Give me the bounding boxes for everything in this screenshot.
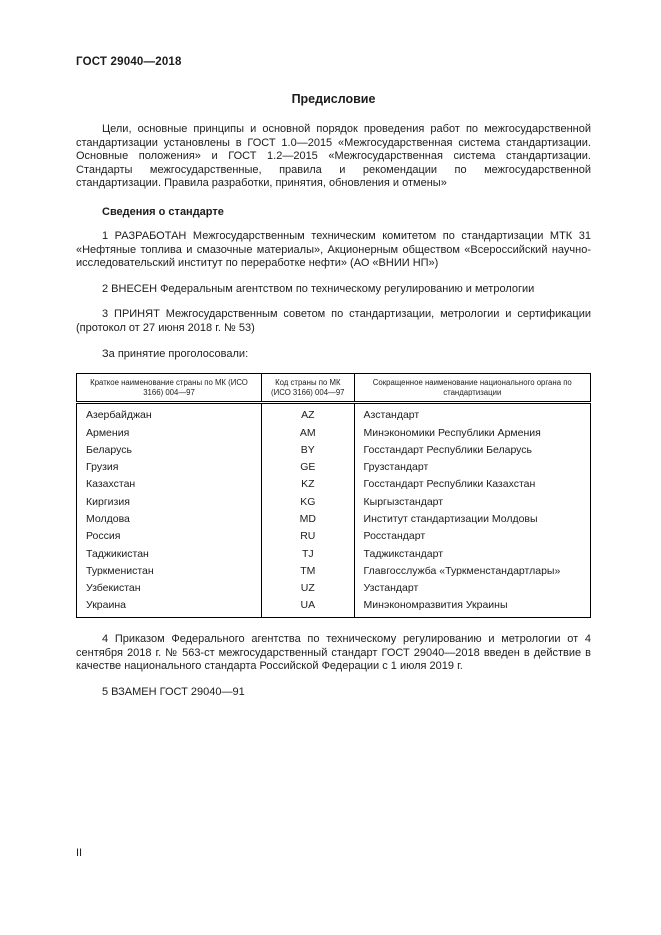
table-row xyxy=(77,580,591,597)
page-title: Предисловие xyxy=(291,92,376,106)
table-row xyxy=(77,562,591,579)
table-row xyxy=(77,493,591,510)
table-row xyxy=(77,441,591,458)
standards-body-cell: Главгосслужба «Туркменстандартлары» xyxy=(354,562,590,579)
table-row xyxy=(77,597,591,617)
paragraph-adopted: 3 ПРИНЯТ Межгосударственным советом по стандартизации, метрологии и сертификации (протокол от 27 июня 2018 г. № 53) xyxy=(76,308,591,334)
country-code-cell: AM xyxy=(262,424,355,441)
table-row xyxy=(77,459,591,476)
country-name-cell: Молдова xyxy=(77,511,262,528)
intro-paragraph: Цели, основные принципы и основной порядок проведения работ по межгосударственной стандартизации установлены в ГОСТ 1.0—2015 «Межгосударственная система стандартизации. Основные положения» и ГОСТ 1.2—2015 «Межгосударственная система стандартизации. Стандарты межгосударственные, правила и рекомендации по межгосударственной стандартизации. Правила разработки, принятия, обновления и отмены» xyxy=(76,123,591,190)
country-name-cell: Киргизия xyxy=(77,493,262,510)
country-code-cell: TM xyxy=(262,562,355,579)
table-header-row xyxy=(77,374,591,403)
country-name-cell: Азербайджан xyxy=(77,403,262,424)
header-standards-body: Сокращенное наименование национального органа по стандартизации xyxy=(354,374,590,403)
country-code-cell: GE xyxy=(262,459,355,476)
standards-body-cell: Минэкономики Республики Армения xyxy=(354,424,590,441)
country-name-cell: Таджикистан xyxy=(77,545,262,562)
country-code-cell: UZ xyxy=(262,580,355,597)
standards-body-cell: Росстандарт xyxy=(354,528,590,545)
paragraph-order: 4 Приказом Федерального агентства по техническому регулированию и метрологии от 4 сентября 2018 г. № 563-ст межгосударственный стандарт ГОСТ 29040—2018 введен в действие в качестве национального стандарта Российской Федерации с 1 июля 2019 г. xyxy=(76,632,591,673)
table-row xyxy=(77,424,591,441)
voting-table xyxy=(76,373,591,618)
standards-body-cell: Узстандарт xyxy=(354,580,590,597)
standards-body-cell: Институт стандартизации Молдовы xyxy=(354,511,590,528)
country-name-cell: Туркменистан xyxy=(77,562,262,579)
country-code-cell: UA xyxy=(262,597,355,617)
doc-code: ГОСТ 29040—2018 xyxy=(76,56,182,68)
paragraph-developed: 1 РАЗРАБОТАН Межгосударственным техническим комитетом по стандартизации МТК 31 «Нефтяные топлива и смазочные материалы», Акционерным обществом «Всероссийский научно-исследовательский институт по переработке нефти» (АО «ВНИИ НП») xyxy=(76,229,591,270)
standards-body-cell: Таджикстандарт xyxy=(354,545,590,562)
country-code-cell: TJ xyxy=(262,545,355,562)
table-row xyxy=(77,528,591,545)
country-name-cell: Узбекистан xyxy=(77,580,262,597)
table-row xyxy=(77,511,591,528)
voting-table-body xyxy=(77,403,591,618)
page-number: II xyxy=(76,847,83,859)
standards-body-cell: Грузстандарт xyxy=(354,459,590,476)
country-name-cell: Беларусь xyxy=(77,441,262,458)
country-code-cell: RU xyxy=(262,528,355,545)
voting-table-header xyxy=(77,374,591,403)
voting-intro: За принятие проголосовали: xyxy=(102,347,249,360)
header-country-code: Код страны по МК (ИСО 3166) 004—97 xyxy=(262,374,355,403)
country-name-cell: Армения xyxy=(77,424,262,441)
standards-body-cell: Кыргызстандарт xyxy=(354,493,590,510)
country-code-cell: BY xyxy=(262,441,355,458)
table-row xyxy=(77,403,591,424)
table-row xyxy=(77,476,591,493)
standards-body-cell: Госстандарт Республики Казахстан xyxy=(354,476,590,493)
table-row xyxy=(77,545,591,562)
country-code-cell: KZ xyxy=(262,476,355,493)
standard-info-heading: Сведения о стандарте xyxy=(102,205,224,218)
country-name-cell: Казахстан xyxy=(77,476,262,493)
country-name-cell: Грузия xyxy=(77,459,262,476)
standards-body-cell: Госстандарт Республики Беларусь xyxy=(354,441,590,458)
standards-body-cell: Минэкономразвития Украины xyxy=(354,597,590,617)
standards-body-cell: Азстандарт xyxy=(354,403,590,424)
header-country-name: Краткое наименование страны по МК (ИСО 3166) 004—97 xyxy=(77,374,262,403)
country-code-cell: KG xyxy=(262,493,355,510)
country-code-cell: AZ xyxy=(262,403,355,424)
paragraph-submitted: 2 ВНЕСЕН Федеральным агентством по техническому регулированию и метрологии xyxy=(102,282,535,295)
country-name-cell: Россия xyxy=(77,528,262,545)
paragraph-replaces: 5 ВЗАМЕН ГОСТ 29040—91 xyxy=(102,685,245,698)
country-name-cell: Украина xyxy=(77,597,262,617)
country-code-cell: MD xyxy=(262,511,355,528)
